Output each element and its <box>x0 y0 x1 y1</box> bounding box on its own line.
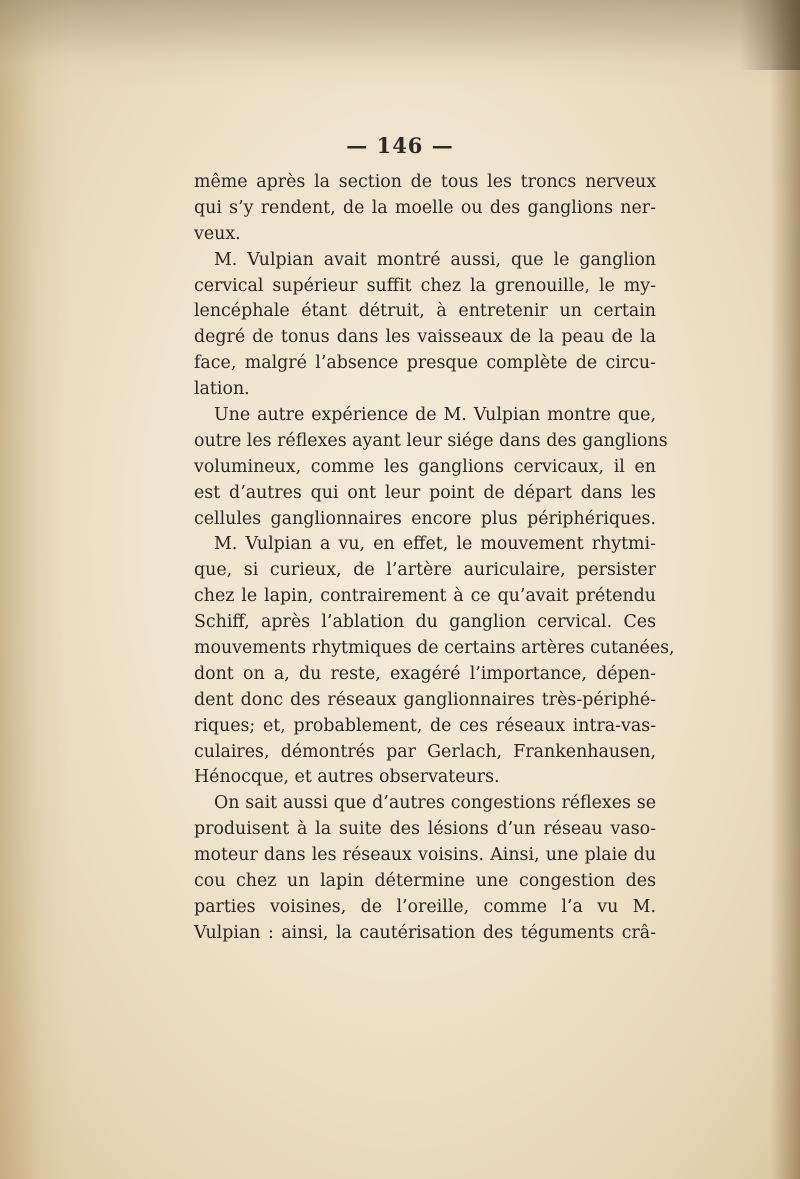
text-line: chez le lapin, contrairement à ce qu’avait prétendu <box>194 586 656 607</box>
text-line: Une autre expérience de M. Vulpian montre que, <box>214 405 656 426</box>
text-line: lation. <box>194 379 250 400</box>
page-number: — 146 — <box>346 133 454 158</box>
text-line: Vulpian : ainsi, la cautérisation des téguments crâ- <box>194 922 656 943</box>
text-line: qui s’y rendent, de la moelle ou des ganglions ner- <box>194 197 656 218</box>
text-line: lencéphale étant détruit, à entretenir un certain <box>194 301 656 322</box>
page-edge-shadow-left <box>0 0 70 1179</box>
text-line: même après la section de tous les troncs nerveux <box>194 172 656 192</box>
text-line: Schiff, après l’ablation du ganglion cervical. Ces <box>194 612 656 633</box>
text-line: dont on a, du reste, exagéré l’importance, dépen- <box>194 663 656 684</box>
text-line: culaires, démontrés par Gerlach, Frankenhausen, <box>194 741 656 762</box>
text-line: Hénocque, et autres observateurs. <box>194 767 500 788</box>
text-line: est d’autres qui ont leur point de départ dans les <box>194 482 656 503</box>
text-line: produisent à la suite des lésions d’un réseau vaso- <box>194 819 656 840</box>
text-line: riques; et, probablement, de ces réseaux intra-vas- <box>194 715 656 736</box>
text-line: On sait aussi que d’autres congestions réflexes se <box>214 793 656 814</box>
text-line: outre les réflexes ayant leur siége dans des ganglions <box>194 430 668 451</box>
text-line: parties voisines, de l’oreille, comme l’a vu M. <box>194 896 656 917</box>
text-line: moteur dans les réseaux voisins. Ainsi, une plaie du <box>194 845 656 866</box>
text-line: cervical supérieur suffit chez la grenouille, le my- <box>194 275 656 296</box>
text-line: volumineux, comme les ganglions cervicaux, il en <box>194 456 656 477</box>
text-line: dent donc des réseaux ganglionnaires très-périphé- <box>194 689 656 710</box>
text-line: M. Vulpian avait montré aussi, que le ganglion <box>214 249 656 270</box>
text-line: que, si curieux, de l’artère auriculaire, persister <box>194 560 656 581</box>
text-line: face, malgré l’absence presque complète de circu- <box>194 353 656 374</box>
page-edge-shadow-right <box>770 0 800 1179</box>
page-edge-shadow-top <box>0 0 800 90</box>
text-line: mouvements rhytmiques de certains artères cutanées, <box>194 638 675 659</box>
text-line: cou chez un lapin détermine une congestion des <box>194 871 656 892</box>
text-line: M. Vulpian a vu, en effet, le mouvement rhytmi- <box>214 534 656 555</box>
text-line: degré de tonus dans les vaisseaux de la peau de la <box>194 327 656 348</box>
body-text <box>194 170 675 947</box>
text-line: cellules ganglionnaires encore plus périphériques. <box>194 508 656 529</box>
text-line: veux. <box>194 223 241 244</box>
page-corner-stain <box>740 0 800 70</box>
